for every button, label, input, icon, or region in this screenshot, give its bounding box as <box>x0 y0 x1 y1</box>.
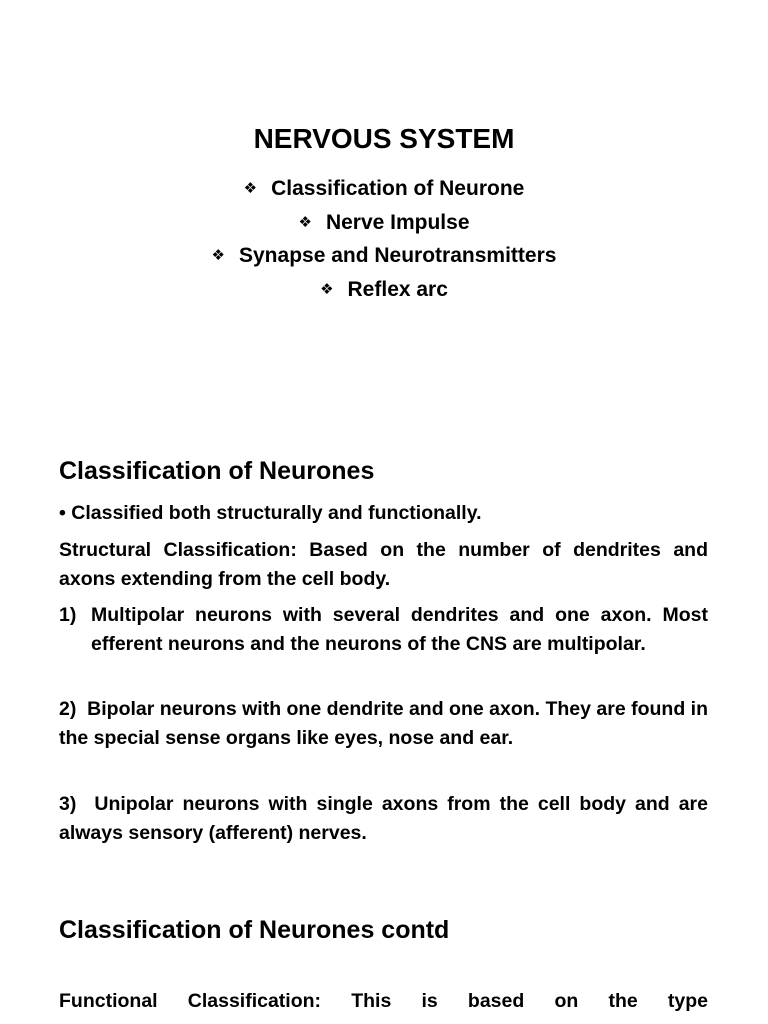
diamond-bullet-icon: ❖ <box>298 212 312 231</box>
topic-text: Synapse and Neurotransmitters <box>239 244 557 267</box>
list-number: 1) <box>59 604 77 626</box>
bullet-dot: • <box>59 502 66 524</box>
topic-text: Reflex arc <box>347 277 448 301</box>
page-title: NERVOUS SYSTEM <box>253 123 515 154</box>
bullet-line <box>59 499 482 528</box>
section-heading-contd: Classification of Neurones contd <box>59 916 450 944</box>
list-text: Multipolar neurons with several dendrites and one axon. Most efferent neurons and the neurons of the CNS are multipolar. <box>91 604 708 655</box>
bullet-text: Classified both structurally and functionally. <box>71 502 482 524</box>
topic-item <box>0 206 768 240</box>
functional-paragraph-wrap <box>59 987 708 1016</box>
list-item-unipolar: 3) Unipolar neurons with single axons from the cell body and are always sensory (afferent) nerves. <box>59 793 714 844</box>
topic-item <box>0 172 768 206</box>
functional-classification-paragraph: Functional Classification: This is based on the type <box>59 990 708 1012</box>
diamond-bullet-icon: ❖ <box>211 246 225 264</box>
list-item-2-wrap <box>59 695 714 753</box>
structural-paragraph-wrap <box>59 536 708 594</box>
diamond-bullet-icon: ❖ <box>243 179 258 197</box>
section-classification-heading-wrap <box>59 455 708 487</box>
section-contd-heading-wrap <box>59 914 708 946</box>
list-item-multipolar <box>59 601 708 659</box>
topic-item <box>0 273 768 307</box>
structural-classification-paragraph: Structural Classification: Based on the number of dendrites and axons extending from the cell body. <box>59 539 708 590</box>
list-item-1-wrap <box>59 601 708 659</box>
list-item-bipolar: 2) Bipolar neurons with one dendrite and one axon. They are found in the special sense organs like eyes, nose and ear. <box>59 698 714 749</box>
section-heading: Classification of Neurones <box>59 457 375 485</box>
diamond-bullet-icon: ❖ <box>320 279 334 298</box>
topic-text: Classification of Neurone <box>271 177 525 200</box>
list-item-3-wrap <box>59 790 714 848</box>
topic-item <box>0 239 768 273</box>
topic-text: Nerve Impulse <box>325 210 470 234</box>
topic-list <box>0 172 768 306</box>
